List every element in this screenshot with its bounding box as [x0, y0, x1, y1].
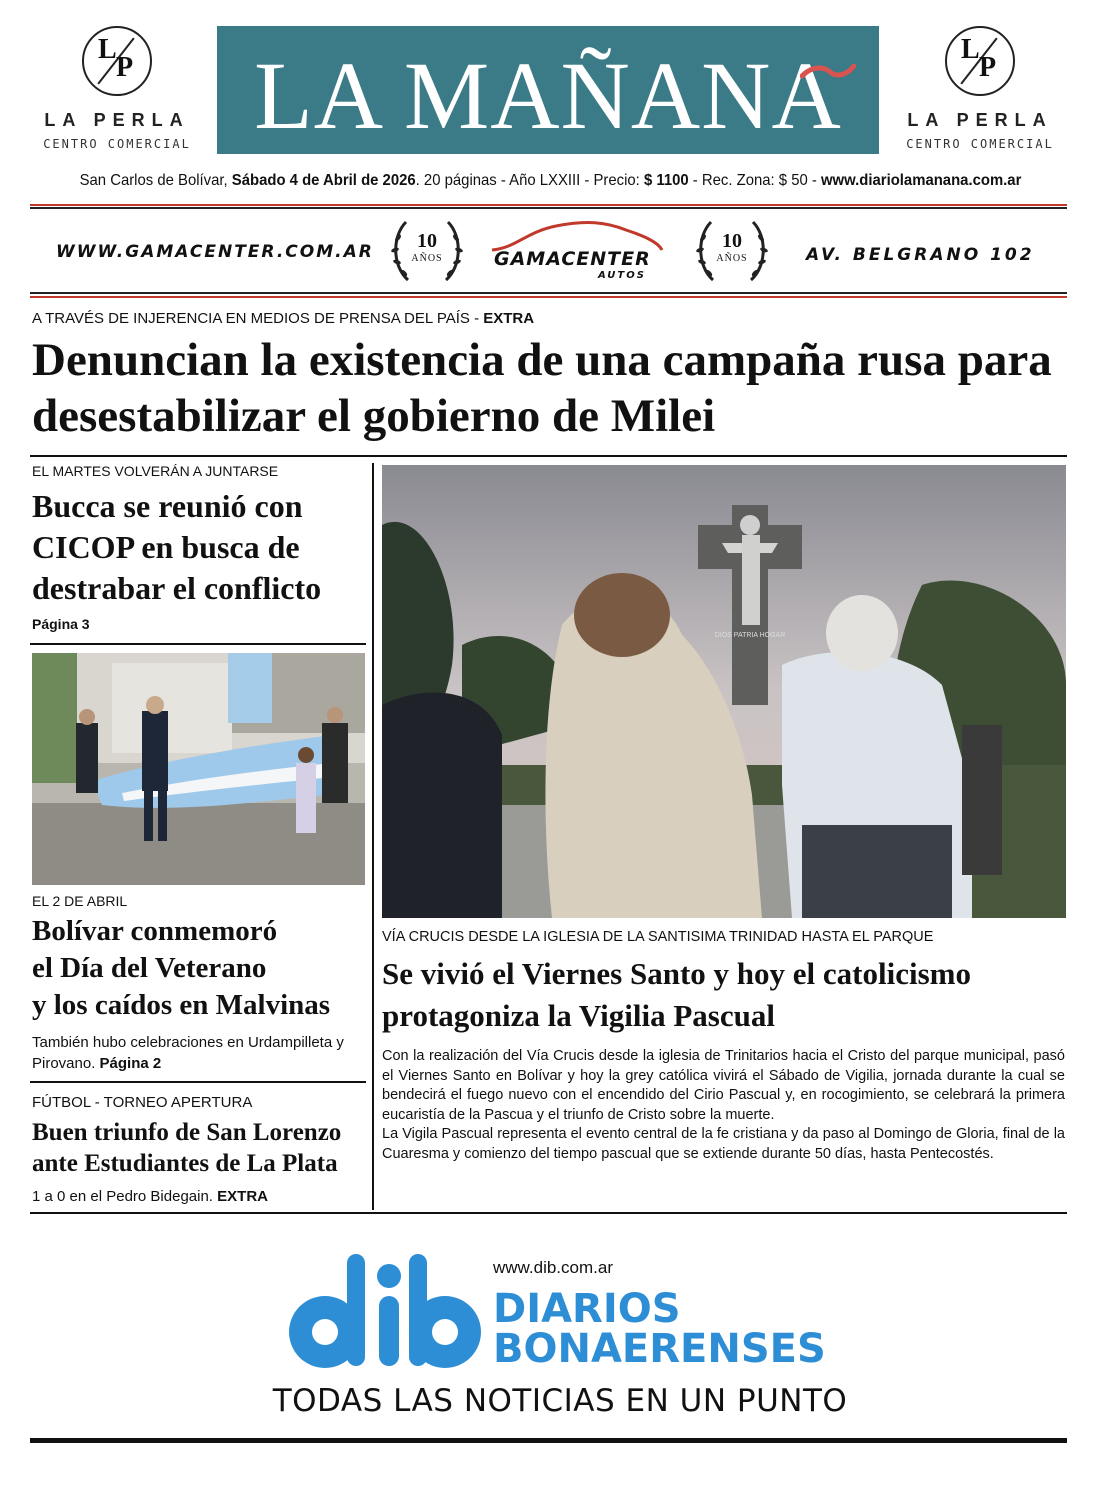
malvinas-photo: [32, 653, 365, 885]
dib-name-line: BONAERENSES: [493, 1326, 826, 1372]
column-divider: [372, 463, 374, 1210]
bottom-rule: [30, 1438, 1067, 1443]
la-perla-subtitle: CENTRO COMERCIAL: [906, 137, 1054, 151]
via-crucis-photo: [382, 465, 1066, 918]
edition-price: $ 1100: [643, 172, 689, 189]
malvinas-page-ref[interactable]: Página 2: [99, 1055, 162, 1072]
divider: [30, 207, 1067, 209]
la-perla-ad-left[interactable]: [22, 26, 212, 151]
malvinas-headline-line: el Día del Veterano: [32, 952, 267, 984]
ten-years-badge-icon: [388, 216, 466, 286]
la-perla-logo-icon: L P: [82, 26, 152, 96]
laurel-icon: [693, 216, 771, 286]
masthead: [217, 26, 879, 154]
edition-city: San Carlos de Bolívar,: [79, 172, 228, 189]
futbol-summary: [32, 1188, 268, 1205]
vigilia-paragraph: Con la realización del Vía Crucis desde la iglesia de Trinitarios hacia el Cristo del parque municipal, pasó el Viernes Santo en Bolívar y hoy la grey católica vivirá el Sábado de Vigilia, jornada durante la cual se bendecirá el fuego nuevo con el encendido del Cirio Pascual y, en rocogimiento, se celebrará la primera eucaristía de la Pascua y el triunfo de Cristo sobre la muerte.: [382, 1048, 1065, 1123]
badge-number: 10: [417, 230, 437, 252]
malvinas-headline-line: y los caídos en Malvinas: [32, 989, 331, 1021]
malvinas-summary: [32, 1032, 368, 1074]
malvinas-headline-line: Bolívar conmemoró: [32, 915, 278, 947]
kicker-text: A TRAVÉS DE INJERENCIA EN MEDIOS DE PRENSA DEL PAÍS -: [32, 310, 484, 327]
divider: [30, 1212, 1067, 1214]
dib-name-line: DIARIOS: [493, 1286, 681, 1332]
edition-pages-year: . 20 páginas - Año LXXIII - Precio:: [415, 172, 640, 189]
vigilia-body: [382, 1047, 1065, 1164]
cross-inscription: DIOS PATRIA HOGAR: [714, 632, 786, 639]
bucca-page-ref[interactable]: Página 3: [32, 616, 90, 632]
laurel-icon: [388, 216, 466, 286]
edition-info-line: [66, 172, 1034, 190]
la-perla-subtitle: CENTRO COMERCIAL: [43, 137, 191, 151]
malvinas-kicker: EL 2 DE ABRIL: [32, 893, 128, 909]
bucca-kicker: EL MARTES VOLVERÁN A JUNTARSE: [32, 463, 279, 479]
dib-tagline: TODAS LAS NOTICIAS EN UN PUNTO: [272, 1383, 848, 1419]
malvinas-photo-image: [32, 653, 365, 885]
dib-logo-icon: [285, 1254, 485, 1369]
edition-date: Sábado 4 de Abril de 2026: [231, 172, 416, 189]
futbol-summary-text: 1 a 0 en el Pedro Bidegain.: [32, 1188, 213, 1205]
divider: [30, 296, 1067, 298]
gamacenter-ad[interactable]: [30, 212, 1067, 292]
la-perla-ad-right[interactable]: [885, 26, 1075, 151]
gamacenter-brand: GAMACENTER: [494, 248, 651, 270]
newspaper-title: LA MAÑANA: [254, 42, 842, 149]
ten-years-badge-icon: [693, 216, 771, 286]
futbol-tag: EXTRA: [217, 1188, 268, 1205]
vigilia-paragraph: La Vigila Pascual representa el evento central de la fe cristiana y da paso al Domingo de Gloria, final de la Cuaresma y comienzo del tiempo pascual que se extiende durante 50 días, hasta Pentecostés.: [382, 1126, 1065, 1162]
main-headline[interactable]: Denuncian la existencia de una campaña rusa para desestabilizar el gobierno de Milei: [32, 334, 1052, 442]
divider: [30, 643, 366, 645]
edition-zone-price: - Rec. Zona: $ 50 -: [688, 172, 821, 189]
main-story-kicker: [32, 310, 534, 327]
gamacenter-brand-sub: AUTOS: [598, 270, 646, 281]
la-perla-name: LA PERLA: [907, 110, 1053, 130]
malvinas-summary-text: También hubo celebraciones en Urdampilleta y Pirovano.: [32, 1034, 344, 1072]
gamacenter-address: AV. BELGRANO 102: [806, 245, 1035, 265]
dib-ad[interactable]: [285, 1248, 845, 1378]
badge-label: AÑOS: [716, 253, 748, 264]
malvinas-headline[interactable]: [32, 913, 372, 1024]
vigilia-kicker: VÍA CRUCIS DESDE LA IGLESIA DE LA SANTISIMA TRINIDAD HASTA EL PARQUE: [382, 929, 934, 945]
vigilia-headline[interactable]: Se vivió el Viernes Santo y hoy el catolicismo protagoniza la Vigilia Pascual: [382, 956, 971, 1033]
divider: [30, 292, 1067, 294]
divider: [30, 455, 1067, 457]
tilde-accent-icon: [800, 64, 856, 80]
badge-label: AÑOS: [411, 253, 443, 264]
gamacenter-logo: [486, 218, 666, 284]
divider: [30, 204, 1067, 206]
badge-number: 10: [722, 230, 742, 252]
la-perla-name: LA PERLA: [44, 110, 190, 130]
futbol-headline[interactable]: Buen triunfo de San Lorenzo ante Estudiantes de La Plata: [32, 1119, 342, 1177]
gamacenter-website[interactable]: WWW.GAMACENTER.COM.AR: [56, 242, 374, 262]
divider: [30, 1081, 366, 1083]
bucca-headline[interactable]: Bucca se reunió con CICOP en busca de destrabar el conflicto: [32, 488, 322, 606]
kicker-tag: EXTRA: [483, 310, 535, 327]
edition-website-link[interactable]: www.diariolamanana.com.ar: [820, 172, 1022, 189]
dib-url[interactable]: www.dib.com.ar: [493, 1258, 613, 1277]
car-silhouette-icon: [486, 218, 666, 252]
futbol-kicker: FÚTBOL - TORNEO APERTURA: [32, 1094, 253, 1111]
dib-logo-mark: [285, 1254, 485, 1369]
la-perla-logo-icon: L P: [945, 26, 1015, 96]
via-crucis-photo-image: [382, 465, 1066, 918]
